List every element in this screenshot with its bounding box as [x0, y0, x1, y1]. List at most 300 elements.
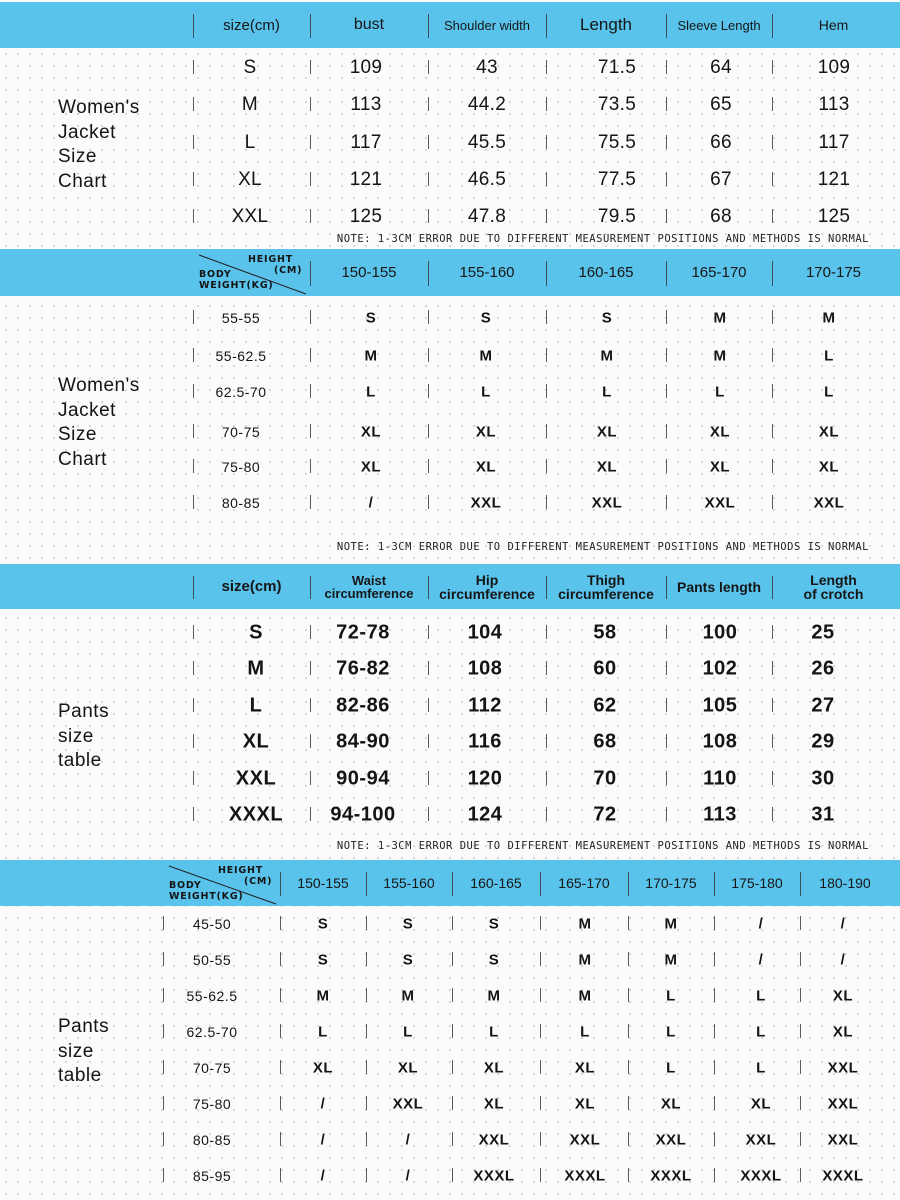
column-divider [546, 625, 547, 639]
table-cell: 26 [811, 657, 835, 680]
row-label: XXL [231, 206, 269, 227]
table-cell: L [756, 1059, 766, 1077]
table-cell: XXL [569, 1131, 601, 1149]
side-title-line: table [58, 1065, 102, 1086]
column-divider [452, 952, 453, 966]
row-label: L [249, 694, 263, 717]
column-divider [772, 209, 773, 223]
column-divider [163, 952, 164, 966]
table-cell: L [666, 987, 676, 1005]
column-divider [772, 734, 773, 748]
table-cell: 45.5 [467, 132, 507, 153]
column-divider [628, 916, 629, 930]
table-cell: L [756, 987, 766, 1005]
table-cell: L [580, 1023, 590, 1041]
table-cell: L [756, 1023, 766, 1041]
table-cell: S [488, 951, 500, 969]
row-label: M [241, 94, 259, 115]
table-cell: / [840, 915, 846, 933]
column-divider [666, 734, 667, 748]
row-label: S [243, 57, 257, 78]
column-header: Sleeve Length [677, 17, 761, 33]
column-divider [540, 1024, 541, 1038]
height-unit: (CM) [244, 876, 273, 887]
table-cell: / [405, 1167, 411, 1185]
height-label: HEIGHT [218, 865, 264, 876]
column-divider [193, 348, 194, 362]
column-divider [310, 135, 311, 149]
table-cell: M [401, 987, 415, 1005]
column-divider [546, 384, 547, 398]
table-cell: 100 [702, 621, 738, 644]
column-divider [800, 1024, 801, 1038]
table-cell: 94-100 [330, 803, 396, 826]
table-cell: M [578, 915, 592, 933]
column-divider [193, 424, 194, 438]
table-cell: 66 [710, 132, 732, 153]
row-label: 62.5-70 [215, 384, 267, 400]
column-divider [193, 135, 194, 149]
table-cell: L [481, 383, 491, 401]
column-divider [163, 1024, 164, 1038]
height-weight-corner-header [193, 249, 310, 296]
table-cell: XL [360, 423, 382, 441]
column-divider [800, 916, 801, 930]
table-cell: 30 [811, 767, 835, 790]
table-cell: 76-82 [336, 657, 390, 680]
column-divider [546, 424, 547, 438]
column-divider [163, 916, 164, 930]
side-title-line: Jacket [58, 121, 116, 143]
column-header-line: Thigh [586, 571, 626, 588]
column-divider [428, 661, 429, 675]
table-cell: / [758, 951, 764, 969]
column-divider [310, 661, 311, 675]
table-cell: XL [574, 1095, 596, 1113]
height-range-header: 155-160 [383, 875, 435, 891]
height-range-header: 170-175 [805, 264, 862, 281]
column-divider [772, 172, 773, 186]
table-cell: XXXL [740, 1167, 782, 1185]
column-divider [546, 771, 547, 785]
column-header-line: circumference [439, 585, 535, 602]
column-divider [628, 1168, 629, 1182]
column-divider [193, 97, 194, 111]
table-cell: M [487, 987, 501, 1005]
column-divider [310, 97, 311, 111]
table-cell: 116 [468, 730, 502, 753]
column-divider [193, 384, 194, 398]
column-divider [428, 771, 429, 785]
table-cell: S [402, 951, 414, 969]
column-divider [800, 952, 801, 966]
column-divider [546, 310, 547, 324]
column-divider [666, 384, 667, 398]
table-cell: / [840, 951, 846, 969]
column-divider [714, 916, 715, 930]
column-divider [428, 348, 429, 362]
column-header-line: circumference [324, 585, 414, 601]
table-cell: 79.5 [597, 206, 637, 227]
table-cell: 108 [702, 730, 738, 753]
column-divider [772, 661, 773, 675]
table-cell: 113 [818, 94, 850, 115]
column-divider [546, 135, 547, 149]
column-divider [772, 807, 773, 821]
women_jacket_recommendation-header-band [0, 249, 900, 296]
table-cell: XL [750, 1095, 772, 1113]
table-cell: 105 [702, 694, 738, 717]
column-divider [546, 661, 547, 675]
row-label: 70-75 [221, 424, 261, 440]
column-divider [310, 807, 311, 821]
column-divider [546, 209, 547, 223]
column-divider [546, 348, 547, 362]
height-range-header: 160-165 [578, 264, 634, 281]
column-divider [772, 698, 773, 712]
row-label: XL [242, 730, 270, 753]
column-divider [546, 698, 547, 712]
table-cell: 73.5 [597, 94, 637, 115]
column-divider [452, 1132, 453, 1146]
column-divider [428, 495, 429, 509]
row-label: 75-80 [192, 1096, 232, 1112]
row-label: 85-95 [192, 1168, 232, 1184]
table-cell: M [578, 951, 592, 969]
column-header: size(cm) [223, 16, 280, 34]
row-label: 75-80 [221, 459, 261, 475]
table-cell: 58 [593, 621, 617, 644]
column-divider [452, 1060, 453, 1074]
table-cell: 108 [467, 657, 503, 680]
table-cell: XL [483, 1059, 505, 1077]
table-cell: 31 [811, 803, 835, 826]
table-cell: 60 [593, 657, 617, 680]
table-cell: 44.2 [467, 94, 507, 115]
table-cell: XXL [827, 1095, 859, 1113]
column-divider [772, 135, 773, 149]
column-divider [428, 172, 429, 186]
column-divider [193, 661, 194, 675]
table-cell: 124 [467, 803, 503, 826]
table-cell: 125 [817, 206, 851, 227]
table-cell: XXL [813, 494, 845, 512]
column-header [310, 564, 428, 609]
table-cell: 90-94 [336, 767, 390, 790]
row-label: 80-85 [192, 1132, 232, 1148]
column-divider [163, 988, 164, 1002]
column-divider [310, 734, 311, 748]
table-cell: L [318, 1023, 328, 1041]
column-header [546, 564, 666, 609]
column-divider [193, 807, 194, 821]
table-cell: XL [312, 1059, 334, 1077]
row-label: S [249, 621, 263, 644]
height-range-header: 175-180 [731, 875, 783, 891]
table-cell: S [601, 309, 613, 327]
column-divider [546, 495, 547, 509]
column-divider [428, 60, 429, 74]
row-label: 55-62.5 [186, 988, 238, 1004]
table-cell: XL [475, 423, 497, 441]
column-divider [540, 1132, 541, 1146]
table-cell: 65 [710, 94, 732, 115]
table-cell: 121 [349, 169, 383, 190]
side-title-line: Chart [58, 448, 107, 470]
column-header-line: Waist [351, 572, 387, 588]
column-divider [628, 1096, 629, 1110]
column-divider [540, 1096, 541, 1110]
table-cell: XL [360, 458, 382, 476]
column-divider [428, 625, 429, 639]
row-label: XL [238, 169, 262, 190]
column-divider [366, 1096, 367, 1110]
pants_recommendation-header-band [0, 860, 900, 906]
column-divider [280, 952, 281, 966]
table-cell: 68 [593, 730, 617, 753]
women_jacket_measurements-header-band [0, 2, 900, 48]
table-cell: 62 [593, 694, 617, 717]
table-cell: 72 [593, 803, 617, 826]
column-divider [772, 771, 773, 785]
row-label: 62.5-70 [186, 1024, 238, 1040]
side-title-line: Size [58, 146, 97, 167]
column-divider [193, 734, 194, 748]
table-cell: M [713, 347, 727, 365]
table-cell: XL [483, 1095, 505, 1113]
table-cell: 102 [702, 657, 738, 680]
row-label: 55-62.5 [215, 348, 267, 364]
table-cell: 109 [817, 57, 851, 78]
column-divider [428, 209, 429, 223]
table-cell: 77.5 [597, 169, 637, 190]
column-divider [193, 698, 194, 712]
column-header [428, 564, 546, 609]
table-cell: 47.8 [467, 206, 507, 227]
column-divider [540, 988, 541, 1002]
table-cell: XL [596, 423, 618, 441]
table-cell: XL [818, 458, 840, 476]
column-divider [666, 807, 667, 821]
side-title-line: Pants [58, 1016, 110, 1037]
row-label: 50-55 [192, 952, 232, 968]
column-divider [628, 1132, 629, 1146]
column-divider [628, 988, 629, 1002]
table-cell: M [664, 915, 678, 933]
table-cell: L [715, 383, 725, 401]
column-divider [546, 60, 547, 74]
column-divider [800, 1060, 801, 1074]
height-range-header: 170-175 [645, 875, 697, 891]
table-cell: XXL [591, 494, 623, 512]
row-label: 55-55 [221, 310, 261, 326]
side-title-line: size [58, 725, 94, 747]
column-divider [666, 172, 667, 186]
column-divider [310, 698, 311, 712]
table-cell: S [402, 915, 414, 933]
column-header: Pants length [676, 578, 761, 595]
column-divider [310, 310, 311, 324]
table-cell: 67 [710, 169, 732, 190]
table-cell: L [403, 1023, 413, 1041]
table-cell: XXL [745, 1131, 777, 1149]
column-divider [310, 60, 311, 74]
column-divider [366, 1060, 367, 1074]
table-cell: L [824, 347, 834, 365]
column-divider [163, 1060, 164, 1074]
table-cell: XXXL [473, 1167, 515, 1185]
table-cell: 104 [467, 621, 503, 644]
column-divider [280, 1024, 281, 1038]
side-title-line: Chart [58, 170, 107, 192]
column-divider [193, 459, 194, 473]
column-divider [280, 1132, 281, 1146]
column-divider [280, 1060, 281, 1074]
table-cell: S [317, 951, 329, 969]
column-divider [193, 771, 194, 785]
row-label: 45-50 [192, 916, 232, 932]
column-divider [193, 310, 194, 324]
column-header-line: of crotch [803, 585, 864, 602]
height-range-header: 160-165 [470, 875, 522, 891]
table-cell: M [316, 987, 330, 1005]
column-header-line: circumference [558, 585, 654, 602]
weight-label: BODY [169, 880, 202, 891]
table-cell: 29 [811, 730, 835, 753]
column-header-line: Length [810, 571, 857, 588]
column-header: bust [353, 16, 385, 33]
table-cell: XL [818, 423, 840, 441]
table-cell: XL [709, 458, 731, 476]
row-label: XXXL [228, 803, 284, 826]
height-label: HEIGHT [248, 254, 294, 265]
column-header: Shoulder width [444, 17, 530, 33]
column-divider [666, 209, 667, 223]
column-divider [428, 807, 429, 821]
column-divider [193, 495, 194, 509]
table-cell: / [320, 1095, 326, 1113]
column-header-line: Hip [475, 571, 499, 588]
column-divider [366, 988, 367, 1002]
side-title-line: Size [58, 424, 97, 445]
pants_measurements-header-band [0, 564, 900, 609]
table-cell: XXXL [650, 1167, 692, 1185]
column-divider [666, 495, 667, 509]
column-divider [366, 952, 367, 966]
table-cell: M [713, 309, 727, 327]
side-title-line: size [58, 1040, 94, 1062]
column-divider [714, 952, 715, 966]
table-cell: 25 [811, 621, 835, 644]
column-divider [540, 1168, 541, 1182]
table-cell: 68 [710, 206, 732, 227]
column-divider [310, 348, 311, 362]
column-divider [666, 424, 667, 438]
column-divider [310, 459, 311, 473]
column-divider [546, 97, 547, 111]
column-divider [540, 1060, 541, 1074]
column-divider [666, 661, 667, 675]
table-cell: XXL [827, 1059, 859, 1077]
table-cell: 125 [349, 206, 383, 227]
column-divider [666, 60, 667, 74]
table-cell: 75.5 [597, 132, 637, 153]
column-divider [666, 698, 667, 712]
row-label: L [244, 132, 256, 153]
weight-label: BODY [199, 269, 232, 280]
pants_recommendation-side-title [58, 1015, 109, 1089]
table-cell: / [320, 1167, 326, 1185]
table-cell: L [666, 1023, 676, 1041]
column-divider [310, 495, 311, 509]
column-divider [666, 625, 667, 639]
measurement-note: NOTE: 1-3CM ERROR DUE TO DIFFERENT MEASUREMENT POSITIONS AND METHODS IS NORMAL [336, 840, 869, 852]
table-cell: XXXL [822, 1167, 864, 1185]
column-header: size(cm) [221, 578, 282, 595]
table-cell: 112 [468, 694, 502, 717]
column-divider [772, 625, 773, 639]
table-cell: L [489, 1023, 499, 1041]
table-cell: XXL [827, 1131, 859, 1149]
column-divider [666, 97, 667, 111]
column-divider [800, 1168, 801, 1182]
table-cell: 46.5 [467, 169, 507, 190]
table-cell: 70 [593, 767, 617, 790]
column-divider [666, 459, 667, 473]
table-cell: 120 [467, 767, 503, 790]
column-divider [452, 916, 453, 930]
table-cell: XL [574, 1059, 596, 1077]
column-divider [452, 988, 453, 1002]
table-cell: / [405, 1131, 411, 1149]
column-divider [546, 807, 547, 821]
row-label: XXL [235, 767, 277, 790]
row-label: 70-75 [192, 1060, 232, 1076]
table-cell: / [368, 494, 374, 512]
table-cell: M [822, 309, 836, 327]
table-cell: 113 [350, 94, 382, 115]
column-divider [428, 698, 429, 712]
column-divider [428, 135, 429, 149]
column-divider [428, 459, 429, 473]
table-cell: 27 [811, 694, 835, 717]
table-cell: 121 [817, 169, 851, 190]
table-cell: S [480, 309, 492, 327]
measurement-note: NOTE: 1-3CM ERROR DUE TO DIFFERENT MEASUREMENT POSITIONS AND METHODS IS NORMAL [336, 233, 869, 245]
column-divider [163, 1132, 164, 1146]
table-cell: M [364, 347, 378, 365]
column-divider [714, 1132, 715, 1146]
table-cell: XXL [392, 1095, 424, 1113]
column-divider [666, 771, 667, 785]
height-range-header: 180-190 [819, 875, 871, 891]
column-divider [772, 384, 773, 398]
table-cell: 84-90 [336, 730, 390, 753]
height-range-header: 150-155 [341, 264, 397, 281]
table-cell: 72-78 [336, 621, 390, 644]
table-cell: XXL [704, 494, 736, 512]
side-title-line: Women's [58, 97, 140, 118]
weight-label: WEIGHT(KG) [199, 280, 274, 291]
column-divider [772, 495, 773, 509]
column-divider [366, 916, 367, 930]
column-divider [193, 60, 194, 74]
column-divider [666, 310, 667, 324]
table-cell: M [578, 987, 592, 1005]
height-range-header: 165-170 [558, 875, 610, 891]
table-cell: L [602, 383, 612, 401]
column-divider [628, 952, 629, 966]
